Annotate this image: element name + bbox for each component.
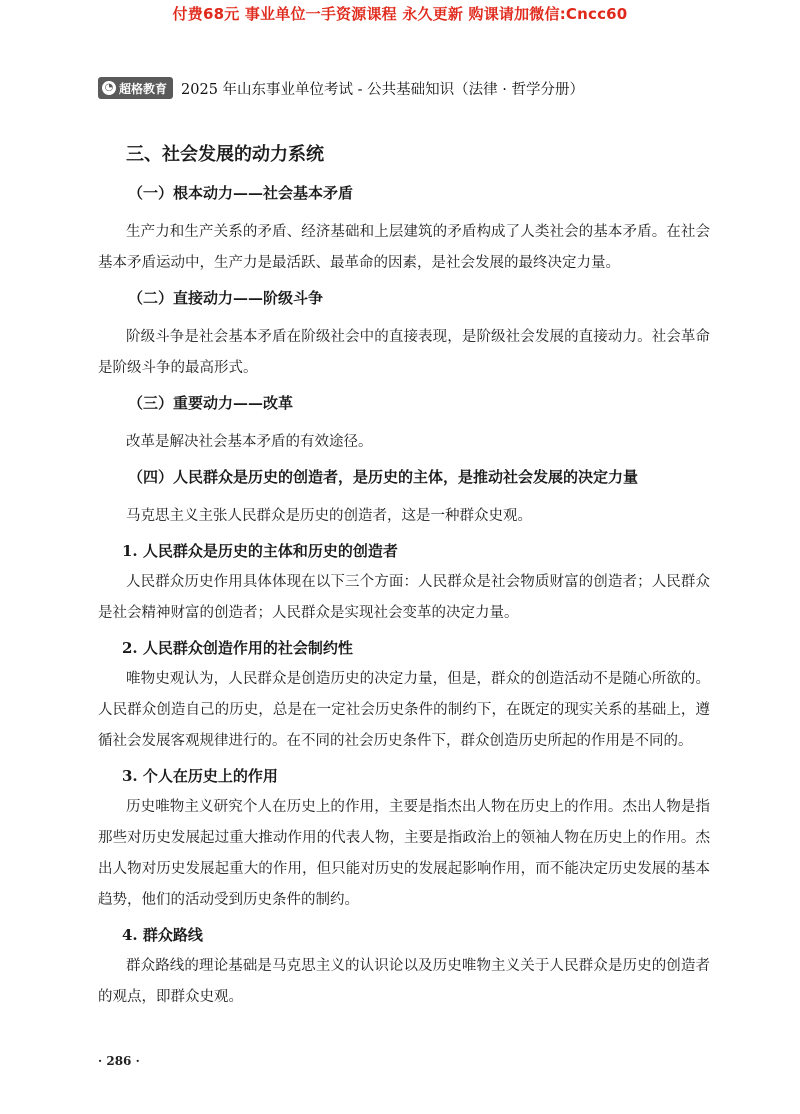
- logo-mark-icon: ◔: [102, 81, 116, 95]
- subsection-heading: （三）重要动力——改革: [128, 394, 294, 412]
- numbered-heading: 3. 个人在历史上的作用: [122, 767, 278, 785]
- header-title: 2025 年山东事业单位考试 - 公共基础知识（法律 · 哲学分册）: [181, 81, 584, 98]
- page-content: [98, 140, 710, 1021]
- numbered-heading: 2. 人民群众创造作用的社会制约性: [122, 639, 353, 657]
- promo-banner: 付费68元 事业单位一手资源课程 永久更新 购课请加微信:Cncc60: [172, 5, 628, 23]
- paragraph: 生产力和生产关系的矛盾、经济基础和上层建筑的矛盾构成了人类社会的基本矛盾。在社会基本矛盾运动中，生产力是最活跃、最革命的因素，是社会发展的最终决定力量。: [98, 224, 710, 271]
- subsection-heading: （四）人民群众是历史的创造者，是历史的主体，是推动社会发展的决定力量: [128, 468, 639, 486]
- numbered-heading: 4. 群众路线: [122, 926, 203, 944]
- subsection-heading: （一）根本动力——社会基本矛盾: [128, 184, 354, 202]
- paragraph: 阶级斗争是社会基本矛盾在阶级社会中的直接表现，是阶级社会发展的直接动力。社会革命是阶级斗争的最高形式。: [98, 329, 710, 376]
- publisher-logo: [98, 77, 173, 99]
- paragraph: 唯物史观认为，人民群众是创造历史的决定力量，但是，群众的创造活动不是随心所欲的。人民群众创造自己的历史，总是在一定社会历史条件的制约下，在既定的现实关系的基础上，遵循社会发展客观规律进行的。在不同的社会历史条件下，群众创造历史所起的作用是不同的。: [98, 671, 710, 749]
- section-title: 三、社会发展的动力系统: [126, 144, 324, 165]
- page-header: [98, 77, 584, 99]
- subsection-heading: （二）直接动力——阶级斗争: [128, 289, 324, 307]
- page-number: · 286 ·: [98, 1054, 140, 1068]
- paragraph: 马克思主义主张人民群众是历史的创造者，这是一种群众史观。: [126, 508, 532, 524]
- paragraph: 群众路线的理论基础是马克思主义的认识论以及历史唯物主义关于人民群众是历史的创造者的观点，即群众史观。: [98, 958, 710, 1005]
- paragraph: 改革是解决社会基本矛盾的有效途径。: [126, 434, 373, 450]
- numbered-heading: 1. 人民群众是历史的主体和历史的创造者: [122, 542, 398, 560]
- logo-text: 超格教育: [119, 81, 168, 96]
- paragraph: 历史唯物主义研究个人在历史上的作用，主要是指杰出人物在历史上的作用。杰出人物是指那些对历史发展起过重大推动作用的代表人物，主要是指政治上的领袖人物在历史上的作用。杰出人物对历史发展起重大的作用，但只能对历史的发展起影响作用，而不能决定历史发展的基本趋势，他们的活动受到历史条件的制约。: [98, 799, 710, 908]
- paragraph: 人民群众历史作用具体体现在以下三个方面：人民群众是社会物质财富的创造者；人民群众是社会精神财富的创造者；人民群众是实现社会变革的决定力量。: [98, 574, 710, 621]
